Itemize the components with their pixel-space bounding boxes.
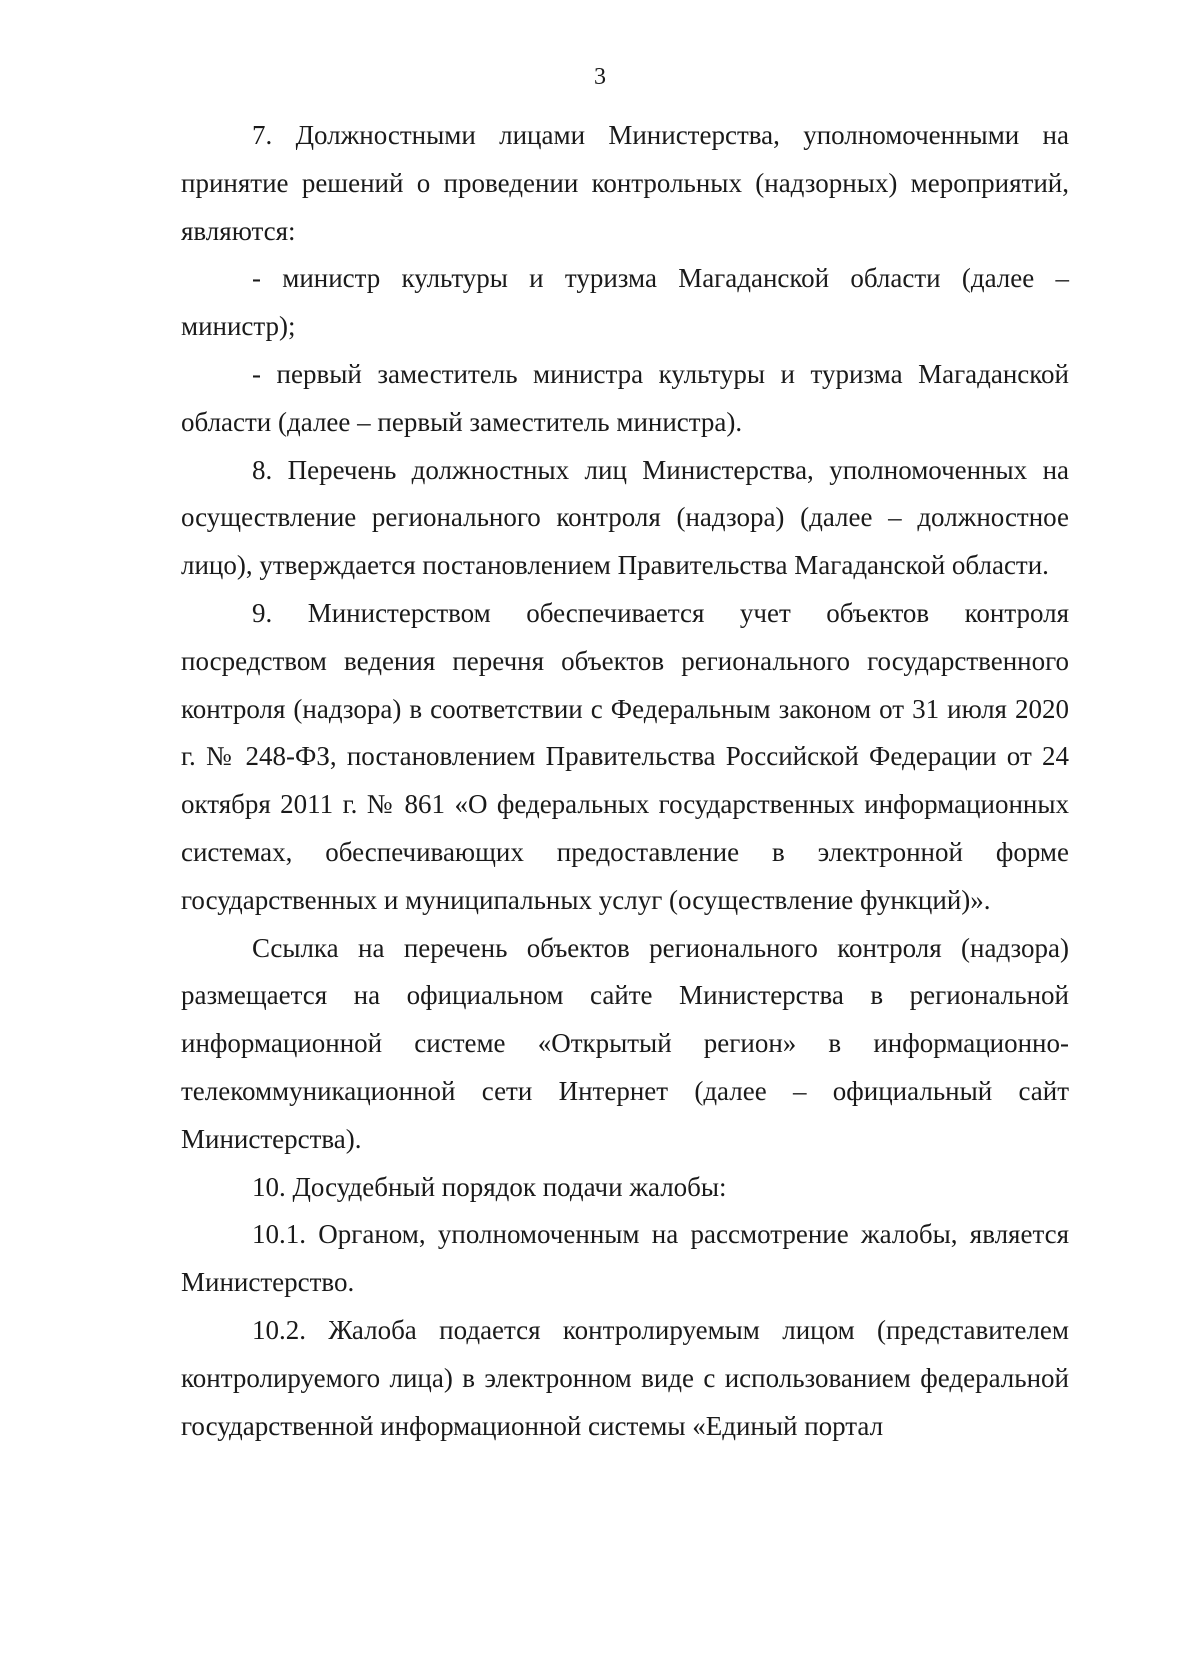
paragraph-complaint-procedure: 10. Досудебный порядок подачи жалобы:	[252, 1171, 727, 1202]
page-number: 3	[594, 64, 606, 90]
paragraph-complaint-authority: 10.1. Органом, уполномоченным на рассмотрение жалобы, является Министерство.	[181, 1219, 1069, 1298]
paragraph-officials: 7. Должностными лицами Министерства, уполномоченными на принятие решений о проведении контрольных (надзорных) мероприятий, являются:	[181, 120, 1069, 246]
document-body	[181, 112, 1069, 1450]
paragraph-register-link: Ссылка на перечень объектов регионального контроля (надзора) размещается на официальном сайте Министерства в региональной информационной системе «Открытый регион» в информационно-телекоммуникационной сети Интернет (далее – официальный сайт Министерства).	[181, 932, 1069, 1154]
list-item-first-deputy: - первый заместитель министра культуры и туризма Магаданской области (далее – первый заместитель министра).	[181, 358, 1069, 437]
list-item-minister: - министр культуры и туризма Магаданской области (далее – министр);	[181, 263, 1069, 342]
paragraph-objects-register: 9. Министерством обеспечивается учет объектов контроля посредством ведения перечня объектов регионального государственного контроля (надзора) в соответствии с Федеральным законом от 31 июля 2020 г. № 248-ФЗ, постановлением Правительства Российской Федерации от 24 октября 2011 г. № 861 «О федеральных государственных информационных системах, обеспечивающих предоставление в электронной форме государственных и муниципальных услуг (осуществление функций)».	[181, 597, 1069, 915]
paragraph-complaint-submission: 10.2. Жалоба подается контролируемым лицом (представителем контролируемого лица) в электронном виде с использованием федеральной государственной информационной системы «Единый портал	[181, 1314, 1069, 1441]
paragraph-officials-list: 8. Перечень должностных лиц Министерства, уполномоченных на осуществление регионального контроля (надзора) (далее – должностное лицо), утверждается постановлением Правительства Магаданской области.	[181, 454, 1069, 581]
